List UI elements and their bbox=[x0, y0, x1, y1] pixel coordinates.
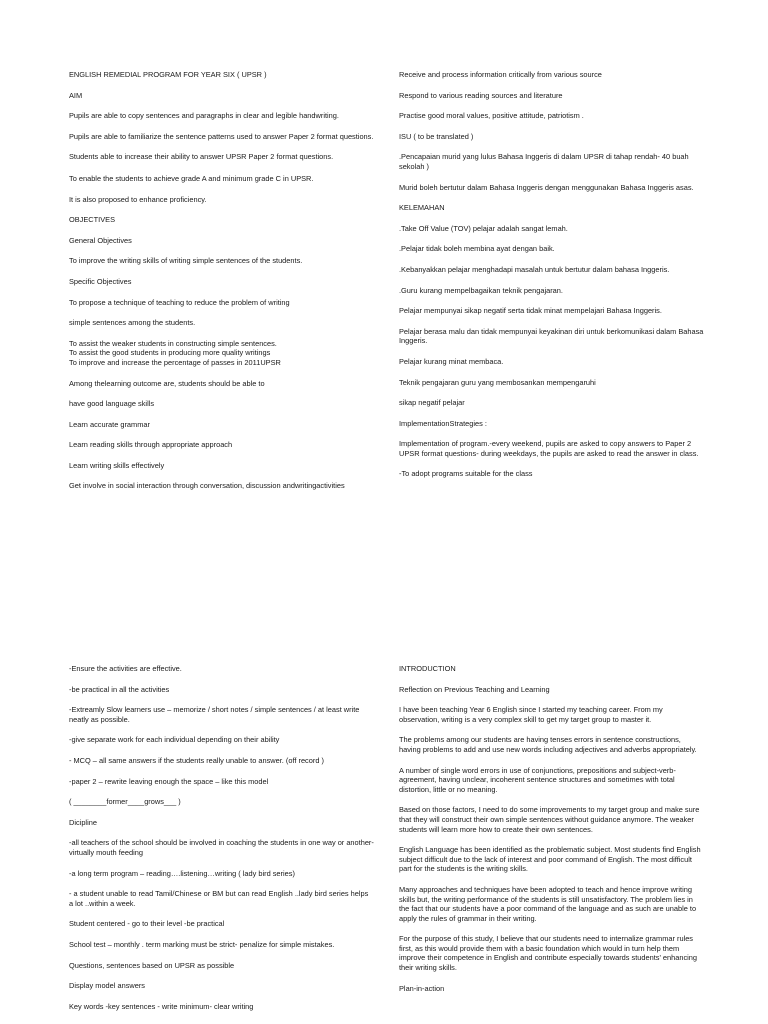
paragraph: Many approaches and techniques have been adopted to teach and hence improve writing skills but, the writing performance of the students is still unsatisfactory. The problem lies in the fact that our students have a poor command of the language and as such are unable to apply the rules of grammar in their writing. bbox=[399, 884, 697, 923]
paragraph: Student centered - go to their level -be practical bbox=[69, 919, 225, 929]
paragraph: -all teachers of the school should be involved in coaching the students in one way or another- virtually mouth feeding bbox=[69, 838, 374, 857]
paragraph: Learn writing skills effectively bbox=[69, 460, 165, 470]
paragraph: ImplementationStrategies : bbox=[399, 418, 487, 428]
paragraph: .Kebanyakkan pelajar menghadapi masalah untuk bertutur dalam bahasa Inggeris. bbox=[399, 264, 670, 274]
paragraph: Get involve in social interaction through conversation, discussion andwritingactivities bbox=[69, 481, 345, 491]
paragraph: English Language has been identified as the problematic subject. Most students find English subject difficult due to the lack of interest and poor command of English. The most difficult part for the students is the writing skills. bbox=[399, 845, 701, 874]
paragraph: .Take Off Value (TOV) pelajar adalah sangat lemah. bbox=[399, 223, 568, 233]
paragraph: To assist the weaker students in constructing simple sentences. To assist the good students in producing more quality writings To improve and increase the percentage of passes in 2011UPSR bbox=[69, 338, 281, 367]
paragraph: For the purpose of this study, I believe that our students need to internalize grammar rules first, as this would provide them with a basic foundation which would in turn help them improve their competence in English and contribute especially towards students' enhancing their writing skills. bbox=[399, 934, 698, 973]
paragraph: It is also proposed to enhance proficiency. bbox=[69, 194, 207, 204]
paragraph: .Pencapaian murid yang lulus Bahasa Inggeris di dalam UPSR di tahap rendah- 40 buah sekolah ) bbox=[399, 152, 689, 171]
paragraph: Pelajar berasa malu dan tidak mempunyai keyakinan diri untuk berkomunikasi dalam Bahasa Inggeris. bbox=[399, 326, 704, 346]
paragraph: Learn reading skills through appropriate approach bbox=[69, 440, 233, 450]
paragraph: I have been teaching Year 6 English since I started my teaching career. From my observation, writing is a very complex skill to get my target group to master it. bbox=[399, 705, 663, 724]
paragraph: ISU ( to be translated ) bbox=[399, 131, 474, 141]
paragraph: Implementation of program.-every weekend, pupils are asked to copy answers to Paper 2 UPSR format questions- during weekdays, the pupils are asked to read the answer in class. bbox=[399, 439, 699, 458]
paragraph: Students able to increase their ability to answer UPSR Paper 2 format questions. bbox=[69, 152, 334, 162]
paragraph: General Objectives bbox=[69, 235, 132, 245]
paragraph: KELEMAHAN bbox=[399, 203, 445, 213]
paragraph: Reflection on Previous Teaching and Learning bbox=[399, 684, 550, 694]
paragraph: - a student unable to read Tamil/Chinese or BM but can read English ..lady bird series helps a lot ..within a week. bbox=[69, 889, 369, 908]
paragraph: Pelajar kurang minat membaca. bbox=[399, 356, 504, 366]
paragraph: Receive and process information critically from various source bbox=[399, 70, 602, 79]
paragraph: Murid boleh bertutur dalam Bahasa Inggeris dengan menggunakan Bahasa Inggeris asas. bbox=[399, 182, 694, 192]
paragraph: .Pelajar tidak boleh membina ayat dengan baik. bbox=[399, 244, 555, 254]
paragraph: ( ________former____grows___ ) bbox=[69, 797, 181, 807]
paragraph: Practise good moral values, positive attitude, patriotism . bbox=[399, 111, 584, 121]
paragraph: -paper 2 – rewrite leaving enough the space – like this model bbox=[69, 776, 269, 786]
paragraph: -be practical in all the activities bbox=[69, 684, 170, 694]
paragraph: -give separate work for each individual depending on their ability bbox=[69, 735, 280, 745]
paragraph: Plan-in-action bbox=[399, 983, 445, 993]
bottom-left-column bbox=[69, 664, 374, 1022]
paragraph: sikap negatif pelajar bbox=[399, 398, 465, 408]
paragraph: The problems among our students are having tenses errors in sentence constructions, having problems to add and use new words including adjectives and adverbs appropriately. bbox=[399, 735, 697, 754]
paragraph: Pupils are able to copy sentences and paragraphs in clear and legible handwriting. bbox=[69, 111, 339, 121]
bottom-right-column bbox=[399, 664, 704, 1004]
paragraph: Specific Objectives bbox=[69, 276, 132, 286]
paragraph: simple sentences among the students. bbox=[69, 318, 196, 328]
paragraph: - MCQ – all same answers if the students really unable to answer. (off record ) bbox=[69, 755, 324, 765]
paragraph: have good language skills bbox=[69, 399, 155, 409]
paragraph: Respond to various reading sources and literature bbox=[399, 90, 563, 100]
paragraph: Display model answers bbox=[69, 981, 145, 991]
paragraph: Teknik pengajaran guru yang membosankan mempengaruhi bbox=[399, 377, 596, 387]
paragraph: Pupils are able to familiarize the sentence patterns used to answer Paper 2 format questions. bbox=[69, 131, 374, 141]
paragraph: To improve the writing skills of writing simple sentences of the students. bbox=[69, 256, 303, 266]
paragraph: Questions, sentences based on UPSR as possible bbox=[69, 960, 235, 970]
paragraph: Among thelearning outcome are, students should be able to bbox=[69, 378, 265, 388]
paragraph: Based on those factors, I need to do some improvements to my target group and make sure that they will construct their own simple sentences without guidance anymore. The weaker students will learn more how to create their own sentences. bbox=[399, 805, 700, 834]
paragraph: -To adopt programs suitable for the class bbox=[399, 469, 533, 479]
paragraph: -a long term program – reading….listening…writing ( lady bird series) bbox=[69, 868, 295, 878]
paragraph: Pelajar mempunyai sikap negatif serta tidak minat mempelajari Bahasa Inggeris. bbox=[399, 306, 662, 316]
paragraph: School test – monthly . term marking must be strict- penalize for simple mistakes. bbox=[69, 939, 335, 949]
paragraph: .Guru kurang mempelbagaikan teknik pengajaran. bbox=[399, 285, 563, 295]
paragraph: To propose a technique of teaching to reduce the problem of writing bbox=[69, 297, 290, 307]
paragraph: -Extreamly Slow learners use – memorize / short notes / simple sentences / at least write neatly as possible. bbox=[69, 705, 360, 724]
paragraph: -Ensure the activities are effective. bbox=[69, 664, 182, 673]
paragraph: Learn accurate grammar bbox=[69, 419, 150, 429]
paragraph: INTRODUCTION bbox=[399, 664, 456, 673]
paragraph: A number of single word errors in use of conjunctions, prepositions and subject-verb-agreement, having unclear, incoherent sentence structures and sometimes with total distortion, little or no meaning. bbox=[399, 765, 676, 794]
paragraph: AIM bbox=[69, 90, 83, 100]
paragraph: Key words -key sentences - write minimum- clear writing bbox=[69, 1001, 254, 1011]
paragraph: To enable the students to achieve grade A and minimum grade C in UPSR. bbox=[69, 173, 314, 183]
paragraph: Dicipline bbox=[69, 817, 97, 827]
paragraph: OBJECTIVES bbox=[69, 215, 115, 225]
paragraph: ENGLISH REMEDIAL PROGRAM FOR YEAR SIX ( UPSR ) bbox=[69, 70, 267, 79]
top-right-column bbox=[399, 70, 704, 490]
top-left-column bbox=[69, 70, 374, 502]
